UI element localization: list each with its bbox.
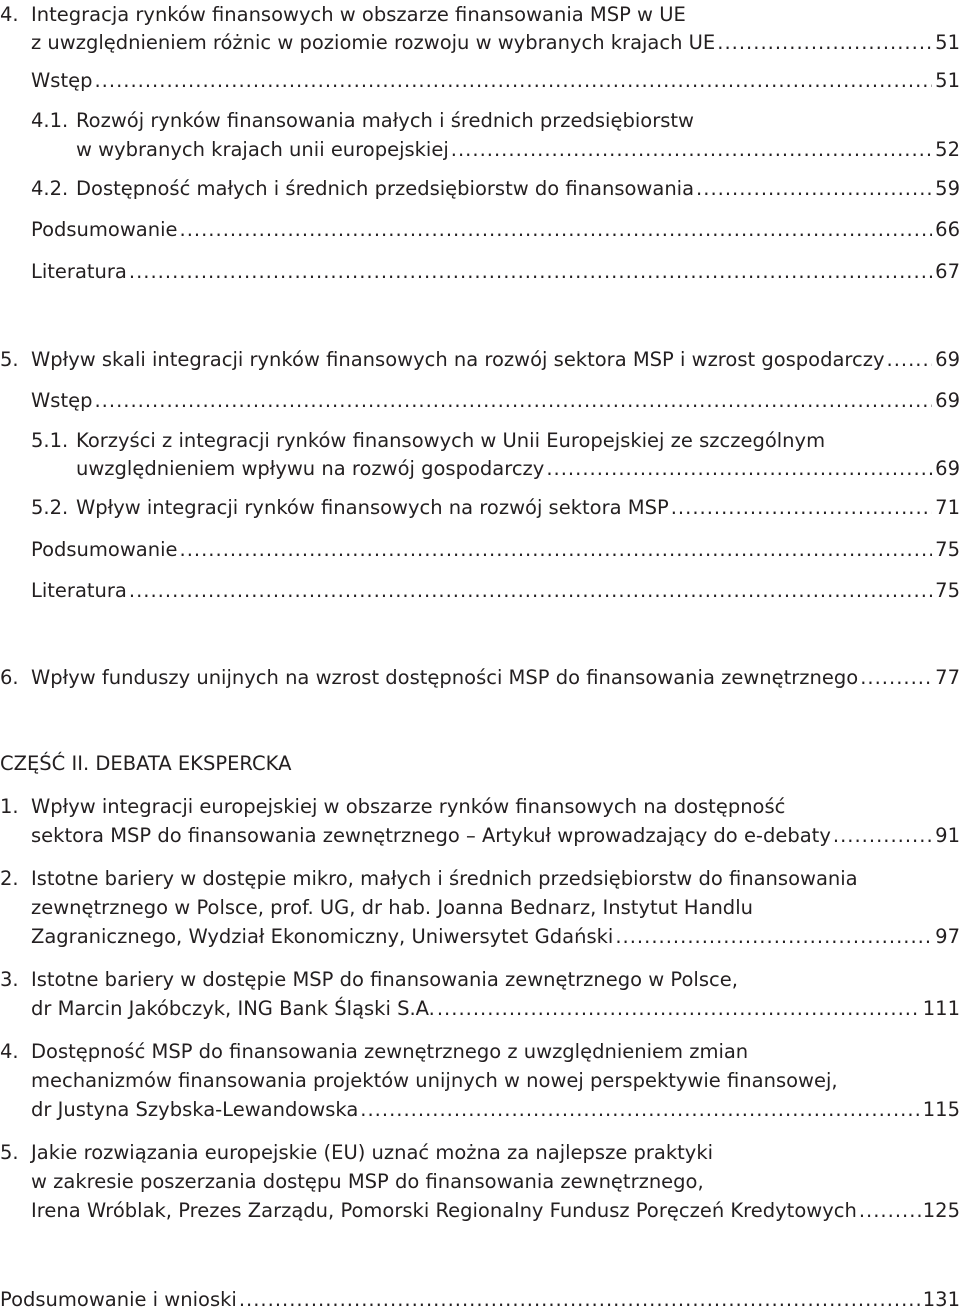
toc-entry-ch4-literature[interactable] xyxy=(0,257,960,287)
leader-dots xyxy=(94,386,932,416)
toc-entry-ch4-s1[interactable] xyxy=(0,135,960,165)
entry-title: Podsumowanie xyxy=(31,538,178,561)
toc-a4-line2 xyxy=(0,1066,960,1096)
page-number: 91 xyxy=(935,824,960,847)
toc-a5-line2 xyxy=(0,1167,960,1197)
toc-ch6-row xyxy=(31,663,960,693)
article-title-part2: dr Marcin Jakóbczyk, ING Bank Śląski S.A. xyxy=(31,997,435,1020)
entry-title: Wstęp xyxy=(31,389,93,412)
page-number: 67 xyxy=(935,260,960,283)
page-number: 69 xyxy=(935,348,960,371)
section-title-part1: Korzyści z integracji rynków finansowych w Unii Europejskiej ze szczególnym xyxy=(76,429,826,452)
article-title-part2: mechanizmów finansowania projektów unijnych w nowej perspektywie finansowej, xyxy=(31,1069,838,1092)
article-title-part1: Jakie rozwiązania europejskie (EU) uznać można za najlepsze praktyki xyxy=(31,1141,714,1164)
toc-entry-ch5-s2[interactable] xyxy=(0,493,960,523)
toc-a2-row xyxy=(31,922,960,952)
article-title-part1: Wpływ integracji europejskiej w obszarze rynków finansowych na dostępność xyxy=(31,795,786,818)
part2-heading xyxy=(0,749,960,779)
toc-entry-ch5-s1[interactable] xyxy=(0,454,960,484)
toc-ch5-s1-line1 xyxy=(0,426,960,456)
article-number: 4. xyxy=(0,1040,19,1063)
article-title-part1: Istotne bariery w dostępie mikro, małych i średnich przedsiębiorstw do finansowania xyxy=(31,867,858,890)
toc-entry-ch4-s2[interactable] xyxy=(0,174,960,204)
leader-dots xyxy=(129,257,932,287)
article-number: 2. xyxy=(0,867,19,890)
chapter-number: 6. xyxy=(0,666,19,689)
toc-ch5-intro-row xyxy=(31,386,960,416)
part-heading: CZĘŚĆ II. DEBATA EKSPERCKA xyxy=(0,752,292,775)
page-number: 51 xyxy=(935,69,960,92)
page-number: 69 xyxy=(935,457,960,480)
toc-ch4-s2-row xyxy=(76,174,960,204)
page-number: 66 xyxy=(935,218,960,241)
leader-dots xyxy=(180,535,933,565)
entry-title: Literatura xyxy=(31,579,127,602)
chapter-title: Wpływ funduszy unijnych na wzrost dostępności MSP do finansowania zewnętrznego xyxy=(31,666,859,689)
page-number: 71 xyxy=(935,496,960,519)
chapter-number: 5. xyxy=(0,348,19,371)
toc-ch4-lit-row xyxy=(31,257,960,287)
leader-dots xyxy=(360,1095,920,1125)
page-number: 75 xyxy=(935,538,960,561)
leader-dots xyxy=(94,66,932,96)
toc-entry-article-5[interactable] xyxy=(0,1196,960,1226)
article-title-part1: Dostępność MSP do finansowania zewnętrznego z uwzględnieniem zmian xyxy=(31,1040,749,1063)
leader-dots xyxy=(833,821,932,851)
toc-entry-ch4-intro[interactable] xyxy=(0,66,960,96)
page-number: 111 xyxy=(922,997,960,1020)
toc-ch4-title-part2: z uwzględnieniem różnic w poziomie rozwoju w wybranych krajach UE xyxy=(31,31,716,54)
toc-ch5-row xyxy=(31,345,960,375)
article-title-part3: Zagranicznego, Wydział Ekonomiczny, Uniwersytet Gdański xyxy=(31,925,614,948)
article-title-part2: sektora MSP do finansowania zewnętrznego – Artykuł wprowadzający do e-debaty xyxy=(31,824,831,847)
article-title-part3: Irena Wróblak, Prezes Zarządu, Pomorski Regionalny Fundusz Poręczeń Kredytowych xyxy=(31,1199,857,1222)
leader-dots xyxy=(887,345,932,375)
toc-ch4-intro-row xyxy=(31,66,960,96)
toc-ch5-lit-row xyxy=(31,576,960,606)
entry-title: Literatura xyxy=(31,260,127,283)
leader-dots xyxy=(546,454,932,484)
leader-dots xyxy=(717,28,932,58)
toc-a2-line2 xyxy=(0,893,960,923)
page-number: 131 xyxy=(922,1288,960,1311)
toc-ch4-s1-row xyxy=(76,135,960,165)
leader-dots xyxy=(180,215,933,245)
article-number: 3. xyxy=(0,968,19,991)
toc-ch4-title-line1 xyxy=(0,0,960,30)
leader-dots xyxy=(671,493,932,523)
leader-dots xyxy=(239,1285,921,1315)
toc-ch5-s1-row xyxy=(76,454,960,484)
toc-entry-article-1[interactable] xyxy=(0,821,960,851)
toc-entry-ch5-summary[interactable] xyxy=(0,535,960,565)
toc-entry-ch4[interactable] xyxy=(0,28,960,58)
leader-dots xyxy=(860,663,932,693)
article-title-part1: Istotne bariery w dostępie MSP do finansowania zewnętrznego w Polsce, xyxy=(31,968,738,991)
leader-dots xyxy=(859,1196,921,1226)
toc-entry-article-2[interactable] xyxy=(0,922,960,952)
page-number: 69 xyxy=(935,389,960,412)
page-number: 77 xyxy=(935,666,960,689)
entry-title: Podsumowanie xyxy=(31,218,178,241)
toc-a2-line1 xyxy=(0,864,960,894)
page-number: 75 xyxy=(935,579,960,602)
section-title-part2: w wybranych krajach unii europejskiej xyxy=(76,138,449,161)
toc-entry-ch5-literature[interactable] xyxy=(0,576,960,606)
toc-entry-ch5[interactable] xyxy=(0,345,960,375)
leader-dots xyxy=(437,994,921,1024)
toc-entry-ch6[interactable] xyxy=(0,663,960,693)
article-title-part2: w zakresie poszerzania dostępu MSP do finansowania zewnętrznego, xyxy=(31,1170,704,1193)
page-number: 97 xyxy=(935,925,960,948)
section-title-part2: uwzględnieniem wpływu na rozwój gospodarczy xyxy=(76,457,545,480)
toc-a4-line1 xyxy=(0,1037,960,1067)
page-number: 52 xyxy=(935,138,960,161)
entry-title: Wstęp xyxy=(31,69,93,92)
article-title-part3: dr Justyna Szybska-Lewandowska xyxy=(31,1098,359,1121)
article-number: 5. xyxy=(0,1141,19,1164)
section-number: 5.1. xyxy=(31,429,69,452)
toc-final-row xyxy=(0,1285,960,1315)
toc-a3-line1 xyxy=(0,965,960,995)
article-number: 1. xyxy=(0,795,19,818)
toc-entry-article-3[interactable] xyxy=(0,994,960,1024)
page-number: 51 xyxy=(935,31,960,54)
section-number: 4.2. xyxy=(31,177,69,200)
section-title: Wpływ integracji rynków finansowych na rozwój sektora MSP xyxy=(76,496,669,519)
leader-dots xyxy=(696,174,932,204)
toc-a1-row xyxy=(31,821,960,851)
toc-ch4-title-part1: Integracja rynków finansowych w obszarze finansowania MSP w UE xyxy=(31,3,686,26)
toc-entry-ch4-summary[interactable] xyxy=(0,215,960,245)
toc-ch4-summary-row xyxy=(31,215,960,245)
toc-a5-line1 xyxy=(0,1138,960,1168)
chapter-title: Wpływ skali integracji rynków finansowych na rozwój sektora MSP i wzrost gospodarczy xyxy=(31,348,885,371)
leader-dots xyxy=(129,576,932,606)
toc-ch4-s1-line1 xyxy=(0,106,960,136)
section-number: 5.2. xyxy=(31,496,69,519)
toc-ch5-s2-row xyxy=(76,493,960,523)
toc-a3-row xyxy=(31,994,960,1024)
leader-dots xyxy=(451,135,932,165)
toc-a5-row xyxy=(31,1196,960,1226)
leader-dots xyxy=(615,922,932,952)
page-number: 115 xyxy=(922,1098,960,1121)
toc-a4-row xyxy=(31,1095,960,1125)
section-title: Dostępność małych i średnich przedsiębiorstw do finansowania xyxy=(76,177,695,200)
entry-title: Podsumowanie i wnioski xyxy=(0,1288,237,1311)
toc-ch4-number: 4. xyxy=(0,3,19,26)
toc-entry-ch5-intro[interactable] xyxy=(0,386,960,416)
section-title-part1: Rozwój rynków finansowania małych i średnich przedsiębiorstw xyxy=(76,109,694,132)
section-number: 4.1. xyxy=(31,109,69,132)
page-number: 59 xyxy=(935,177,960,200)
toc-ch4-row xyxy=(31,28,960,58)
toc-ch5-summary-row xyxy=(31,535,960,565)
toc-a1-line1 xyxy=(0,792,960,822)
article-title-part2: zewnętrznego w Polsce, prof. UG, dr hab. Joanna Bednarz, Instytut Handlu xyxy=(31,896,753,919)
toc-entry-article-4[interactable] xyxy=(0,1095,960,1125)
page-number: 125 xyxy=(922,1199,960,1222)
toc-entry-final[interactable] xyxy=(0,1285,960,1315)
